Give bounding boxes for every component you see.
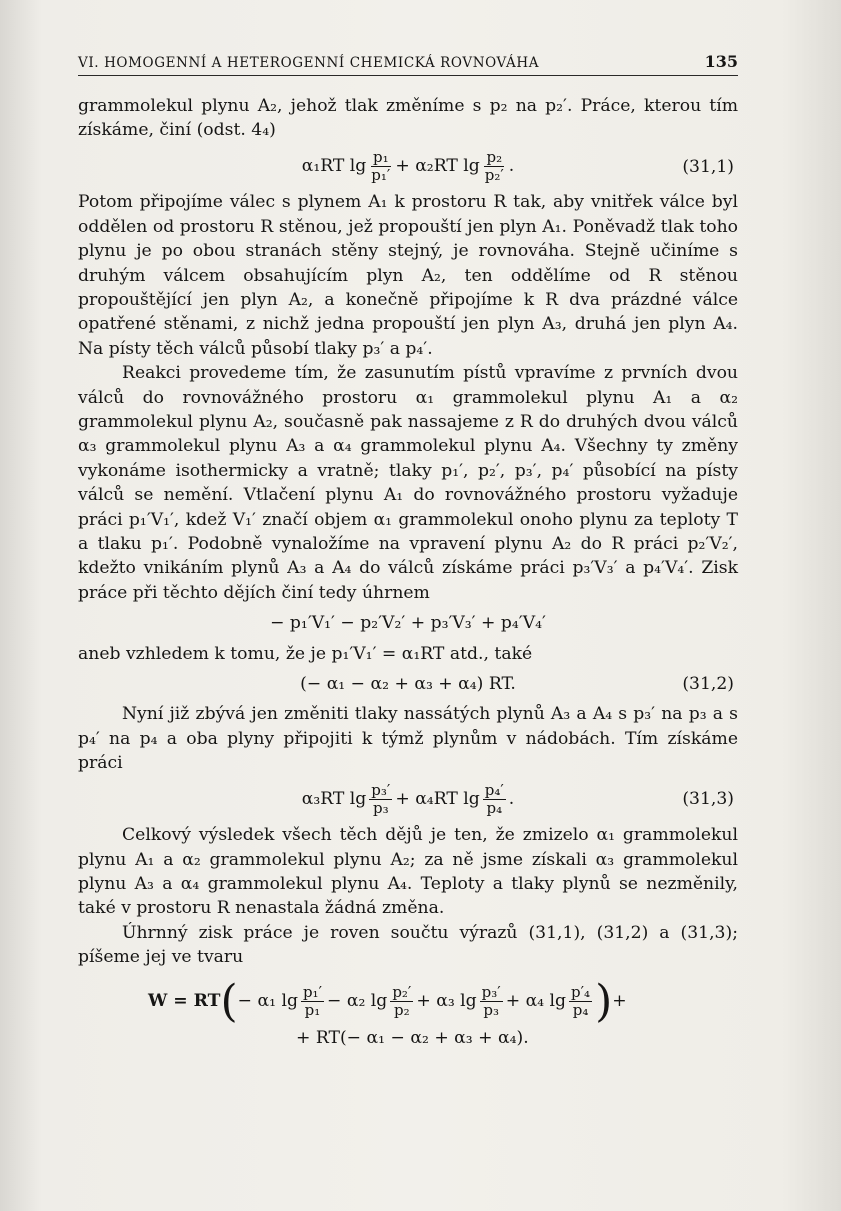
eq1-frac2-numerator: p₂ (486, 147, 503, 166)
paragraph-1: grammolekul plynu A₂, jehož tlak změníme s p₂ na p₂′. Práce, kterou tím získáme, činí (odst. 4₄) (78, 96, 738, 141)
paragraph-6: Celkový výsledek všech těch dějů je ten, že zmizelo α₁ grammolekul plynu A₁ a α₂ grammolekul plynu A₂; za ně jsme získali α₃ grammolekul plynu A₃ a α₄ grammolekul plynu A₄. Teploty a tlaky plynů se nezměnily, také v prostoru R nenastala žádná změna. (78, 825, 738, 919)
eq1-fraction-1 (369, 149, 392, 185)
paragraph-3: Reakci provedeme tím, že zasunutím pístů vpravíme z prvních dvou válců do rovnovážného prostoru α₁ grammolekul plynu A₁ a α₂ grammolekul plynu A₂, současně pak nassajeme z R do druhých dvou válců α₃ grammolekul plynu A₃ a α₄ grammolekul plynu A₄. Všechny ty změny vykonáme isothermicky a vratně; tlaky p₁′, p₂′, p₃′, p₄′ působící na písty válců se nemění. Vtlačení plynu A₁ do rovnovážného prostoru vyžaduje práci p₁′V₁′, kdež V₁′ značí objem α₁ grammolekul onoho plynu za teploty T a tlaku p₁′. Podobně vynaložíme na vpravení plynu A₂ do R práci p₂′V₂′, kdežto vnikáním plynů A₃ a A₄ do válců získáme práci p₃′V₃′ a p₄′V₄′. Zisk práce při těchto dějích činí tedy úhrnem (78, 363, 738, 603)
equation-31-3 (78, 782, 738, 818)
eqW-term-3: + α₃ lg (416, 991, 477, 1012)
eqW-fraction-2 (390, 984, 413, 1020)
eqW-f1-denominator: p₁ (304, 1001, 321, 1020)
eq3-frac2-numerator: p₄′ (484, 780, 504, 799)
paragraph-4: aneb vzhledem k tomu, že je p₁′V₁′ = α₁RT atd., také (78, 643, 533, 664)
eqW-term-4: + α₄ lg (505, 991, 567, 1012)
equation-number-31-1: (31,1) (682, 156, 734, 177)
page-body (78, 94, 738, 1050)
equation-work-sum (78, 611, 738, 635)
eq1-frac1-denominator: p₁′ (371, 166, 391, 185)
eqW-term-1: − α₁ lg (237, 991, 298, 1012)
eqW-f1-numerator: p₁′ (302, 982, 322, 1001)
eqW-f3-numerator: p₃′ (481, 982, 501, 1001)
page-number: 135 (704, 52, 738, 71)
eqW-fraction-4 (569, 984, 592, 1020)
eqW-f2-denominator: p₂ (394, 1001, 410, 1020)
eq3-middle: + α₄RT lg (395, 789, 480, 810)
equation-number-31-2: (31,2) (682, 674, 734, 695)
eq3-frac1-denominator: p₃ (373, 798, 389, 817)
eqW-f2-numerator: p₂′ (392, 982, 412, 1001)
left-big-paren: ( (220, 975, 238, 1027)
equation-W (78, 975, 738, 1027)
equation-number-31-3: (31,3) (682, 789, 734, 810)
eq3-fraction-2 (483, 782, 506, 818)
paragraph-5: Nyní již zbývá jen změniti tlaky nassátých plynů A₃ a A₄ s p₃′ na p₃ a s p₄′ na p₄ a oba plyny připojiti k týmž plynům v nádobách. Tím získáme práci (78, 704, 738, 774)
eq1-frac2-denominator: p₂′ (484, 166, 504, 185)
eqW-fraction-3 (480, 984, 503, 1020)
eqW-trailing-plus: + (612, 991, 627, 1012)
eq1-frac1-numerator: p₁ (373, 147, 389, 166)
eqW-f4-denominator: p₄ (572, 1001, 589, 1020)
equation-31-1 (78, 149, 738, 185)
eq1-tail: . (508, 156, 515, 177)
eqW-f3-denominator: p₃ (483, 1001, 499, 1020)
right-big-paren: ) (595, 975, 613, 1027)
eq3-lead: α₃RT lg (301, 789, 367, 810)
paragraph-7: Úhrnný zisk práce je roven součtu výrazů (31,1), (31,2) a (31,3); píšeme jej ve tvaru (78, 922, 738, 968)
paragraph-2: Potom připojíme válec s plynem A₁ k prostoru R tak, aby vnitřek válce byl oddělen od prostoru R stěnou, jež propouští jen plyn A₁. Poněvadž tlak toho plynu je po obou stranách stěny stejný, je rovnováha. Stejně učiníme s druhým válcem obsahujícím plyn A₂, ten oddělíme od R stěnou propouštějící jen plyn A₂, a konečně připojíme k R dva prázdné válce opatřené stěnami, z nichž jedna propouští jen plyn A₃, druhá jen plyn A₄. Na písty těch válců působí tlaky p₃′ a p₄′. (78, 192, 738, 359)
running-title: VI. HOMOGENNÍ A HETEROGENNÍ CHEMICKÁ ROVNOVÁHA (78, 55, 540, 71)
eq3-frac1-numerator: p₃′ (371, 780, 391, 799)
eqW-f4-numerator: p′₄ (571, 982, 591, 1001)
eq3-frac2-denominator: p₄ (486, 798, 503, 817)
eq1-fraction-2 (483, 149, 506, 185)
page-header (78, 52, 738, 76)
eqW-term-2: − α₂ lg (326, 991, 388, 1012)
eq2-expression: (− α₁ − α₂ + α₃ + α₄) RT. (300, 674, 516, 695)
eqW-fraction-1 (301, 984, 324, 1020)
eqW-second-line: + RT(− α₁ − α₂ + α₃ + α₄). (296, 1027, 529, 1048)
eq1-middle: + α₂RT lg (395, 156, 480, 177)
eq1-lead: α₁RT lg (301, 156, 367, 177)
eq3-tail: . (508, 789, 515, 810)
work-sum-expression: − p₁′V₁′ − p₂′V₂′ + p₃′V₃′ + p₄′V₄′ (270, 613, 546, 634)
equation-W-line-2 (78, 1026, 738, 1050)
equation-31-2 (78, 672, 738, 696)
eqW-lhs: W = RT (148, 991, 221, 1012)
eq3-fraction-1 (369, 782, 392, 818)
